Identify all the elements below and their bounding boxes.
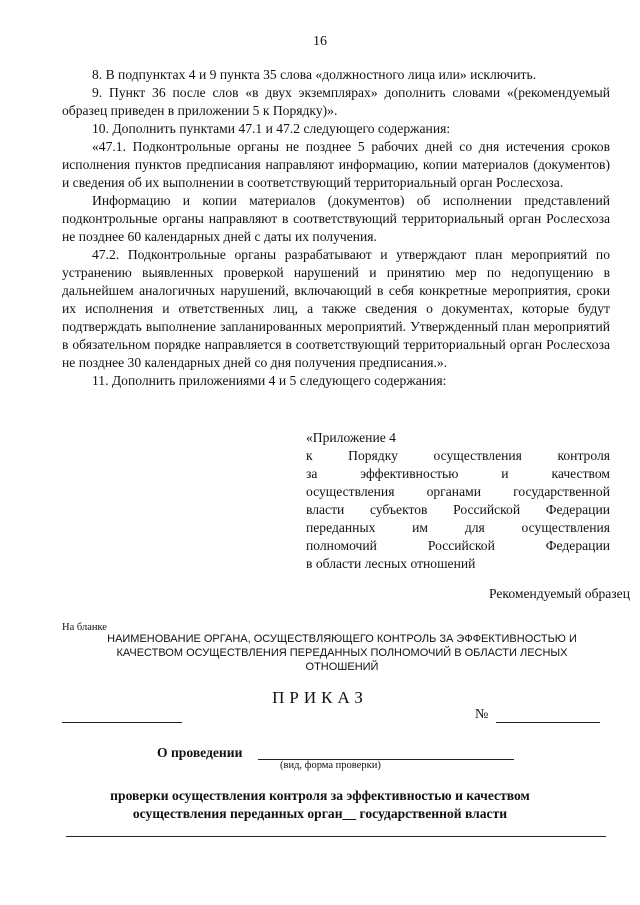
appendix-heading-block [306, 429, 610, 573]
recommended-sample-label: Рекомендуемый образец [489, 586, 630, 601]
check-form-hint: (вид, форма проверки) [280, 760, 381, 771]
appendix-line: в области лесных отношений [306, 556, 476, 571]
org-name-line: НАИМЕНОВАНИЕ ОРГАНА, ОСУЩЕСТВЛЯЮЩЕГО КОНТРОЛЬ ЗА ЭФФЕКТИВНОСТЬЮ И [107, 633, 577, 645]
order-number-blank-line [496, 722, 600, 723]
appendix-line: к Порядку осуществления контроля [306, 448, 610, 463]
appendix-line: «Приложение 4 [306, 430, 396, 445]
org-name-line: КАЧЕСТВОМ ОСУЩЕСТВЛЕНИЯ ПЕРЕДАННЫХ ПОЛНОМОЧИЙ В ОБЛАСТИ ЛЕСНЫХ [116, 647, 568, 659]
paragraph-item-8: 8. В подпунктах 4 и 9 пункта 35 слова «должностного лица или» исключить. [92, 67, 537, 82]
page-number: 16 [313, 34, 327, 49]
amendments-text [62, 66, 610, 390]
check-subject-line: осуществления переданных орган__ государственной власти [132, 806, 508, 821]
appendix-line: переданных им для осуществления [306, 520, 610, 535]
paragraph-item-9: 9. Пункт 36 после слов «в двух экземплярах» дополнить словами «(рекомендуемый образец приведен в приложении 5 к Порядку)». [62, 85, 610, 118]
date-blank-line [62, 722, 182, 723]
number-sign: № [475, 707, 489, 722]
paragraph-47-1: «47.1. Подконтрольные органы не позднее 5 рабочих дней со дня истечения сроков исполнения пунктов предписания направляют информацию, копии материалов (документов) и сведения об их выполнении в соответствующий территориальный орган Рослесхоза. [62, 139, 610, 190]
org-name-line: ОТНОШЕНИЙ [305, 661, 379, 673]
order-title: ПРИКАЗ [272, 688, 368, 707]
paragraph-47-1-info: Информацию и копии материалов (документов) об исполнении представлений подконтрольные органы направляют в соответствующий территориальный орган Рослесхоза не позднее 60 календарных дней с даты их получения. [62, 193, 610, 244]
appendix-line: за эффективностью и качеством [306, 466, 610, 481]
about-label: О проведении [157, 745, 243, 760]
paragraph-item-11: 11. Дополнить приложениями 4 и 5 следующего содержания: [92, 373, 447, 388]
letterhead-label: На бланке [62, 622, 107, 633]
appendix-line: полномочий Российской Федерации [306, 538, 610, 553]
appendix-line: осуществления органами государственной [306, 484, 610, 499]
appendix-line: власти субъектов Российской Федерации [306, 502, 610, 517]
org-name-heading [62, 632, 622, 674]
paragraph-item-10: 10. Дополнить пунктами 47.1 и 47.2 следующего содержания: [92, 121, 451, 136]
check-subject-line: проверки осуществления контроля за эффективностью и качеством [110, 788, 530, 803]
paragraph-47-2: 47.2. Подконтрольные органы разрабатывают и утверждают план мероприятий по устранению выявленных проверкой нарушений и принятию мер по недопущению в дальнейшем аналогичных нарушений, включающий в себя конкретные мероприятия, сроки их исполнения и ответственных лиц, а также сведения о документах, которые будут подтверждать выполнение запланированных мероприятий. Утвержденный план мероприятий в обязательном порядке направляется в соответствующий территориальный орган Рослесхоза не позднее 30 календарных дней со дня получения предписания.». [62, 247, 610, 370]
authority-blank-line [66, 836, 606, 837]
